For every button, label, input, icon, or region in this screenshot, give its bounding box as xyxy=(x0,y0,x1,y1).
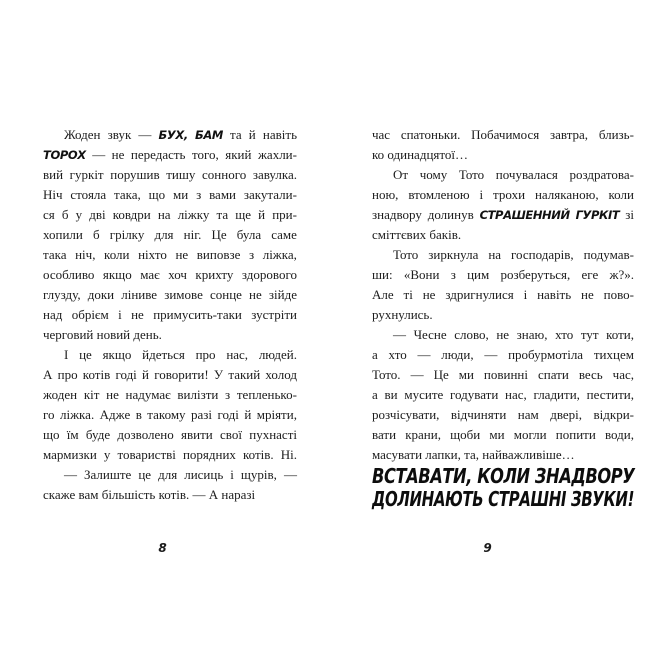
text-line: Тото зиркнула на господарів, подумав- xyxy=(393,247,634,262)
text-line: що їм буде дозволено явити свої пухнасті xyxy=(43,427,297,442)
text-line: ши: «Вони з цим розберуться, еге ж?». xyxy=(372,267,634,282)
text-line: а ви мусите годувати нас, гладити, пестити, xyxy=(372,387,634,402)
shout-text-line: ВСТАВАТИ, КОЛИ ЗНАДВОРУ xyxy=(372,464,635,488)
text-line: ко одинадцятої… xyxy=(372,147,469,162)
text-line: ся б у дві ковдри на ліжку та ще й при- xyxy=(43,207,297,222)
text-line: — Залиште це для лисиць і щурів, — xyxy=(64,467,297,482)
text-line: особливо якщо має хоч крихту здорового xyxy=(43,267,297,282)
text-line: І це якщо йдеться про нас, людей. xyxy=(64,347,297,362)
text-line: жоден кіт не надумає вилізти з тепленько- xyxy=(43,387,297,402)
text-line: глузду, доки ліниве зимове сонце не зійде xyxy=(43,287,297,302)
text-line: — Чесне слово, не знаю, хто тут коти, xyxy=(393,327,634,342)
shout-text-line: ДОЛИНАЮТЬ СТРАШНІ ЗВУКИ! xyxy=(372,487,635,511)
text-line: го ліжка. Адже в такому разі годі й мріяти, xyxy=(43,407,297,422)
loud-word: ГУРКІТ xyxy=(575,208,620,222)
text-line: Ніч стояла така, що ми з вами закутали- xyxy=(43,187,297,202)
left-page-number: 8 xyxy=(158,541,167,555)
text-line: знадвору долинув СТРАШЕННИЙ ГУРКІТ зі xyxy=(372,205,634,225)
text-line: вати крани, щоби ми могли попити води, xyxy=(372,427,634,442)
left-page-text-column xyxy=(43,125,297,505)
text-line: розчісувати, відчиняти нам двері, відкри- xyxy=(372,407,634,422)
text-line: ною, втомленою і трохи наляканою, коли xyxy=(372,187,634,202)
text-line: а хто — люди, — пробурмотіла тихцем xyxy=(372,347,634,362)
text-line: сміттєвих баків. xyxy=(372,227,462,242)
text-line: рухнулись. xyxy=(372,307,433,322)
loud-word: ТОРОХ xyxy=(43,148,86,162)
text-line: над обрієм і не примусить-таки зустріти xyxy=(43,307,297,322)
loud-word: БУХ, xyxy=(158,128,188,142)
text-line: така ніч, коли ніхто не виповзе з ліжка, xyxy=(43,247,297,262)
text-line: час спатоньки. Побачимося завтра, близь- xyxy=(372,127,634,142)
text-line: От чому Тото почувалася роздратова- xyxy=(393,167,634,182)
text-line: скаже вам більшість котів. — А наразі xyxy=(43,487,256,502)
right-page-number: 9 xyxy=(483,541,492,555)
text-line: черговий новий день. xyxy=(43,327,162,342)
text-line: А про котів годі й говорити! У такий холод xyxy=(43,367,297,382)
loud-word: БАМ xyxy=(194,128,223,142)
text-line: хопили б грілку для ніг. Це була саме xyxy=(43,227,297,242)
text-line: ТОРОХ — не передасть того, який жахли- xyxy=(43,145,297,165)
text-line: Жоден звук — БУХ, БАМ та й навіть xyxy=(43,125,297,145)
text-line: мармизки у товаристві порядних котів. Ні. xyxy=(43,447,297,462)
text-line: Тото. — Це ми повинні спати весь час, xyxy=(372,367,634,382)
text-line: масувати лапки, та, найважливіше… xyxy=(372,447,575,462)
text-line: Але ті не здригнулися і навіть не пово- xyxy=(372,287,634,302)
right-page-text-column xyxy=(372,125,634,511)
loud-word: СТРАШЕННИЙ xyxy=(479,208,570,222)
text-line: вий гуркіт порушив тишу сонного завулка. xyxy=(43,167,297,182)
